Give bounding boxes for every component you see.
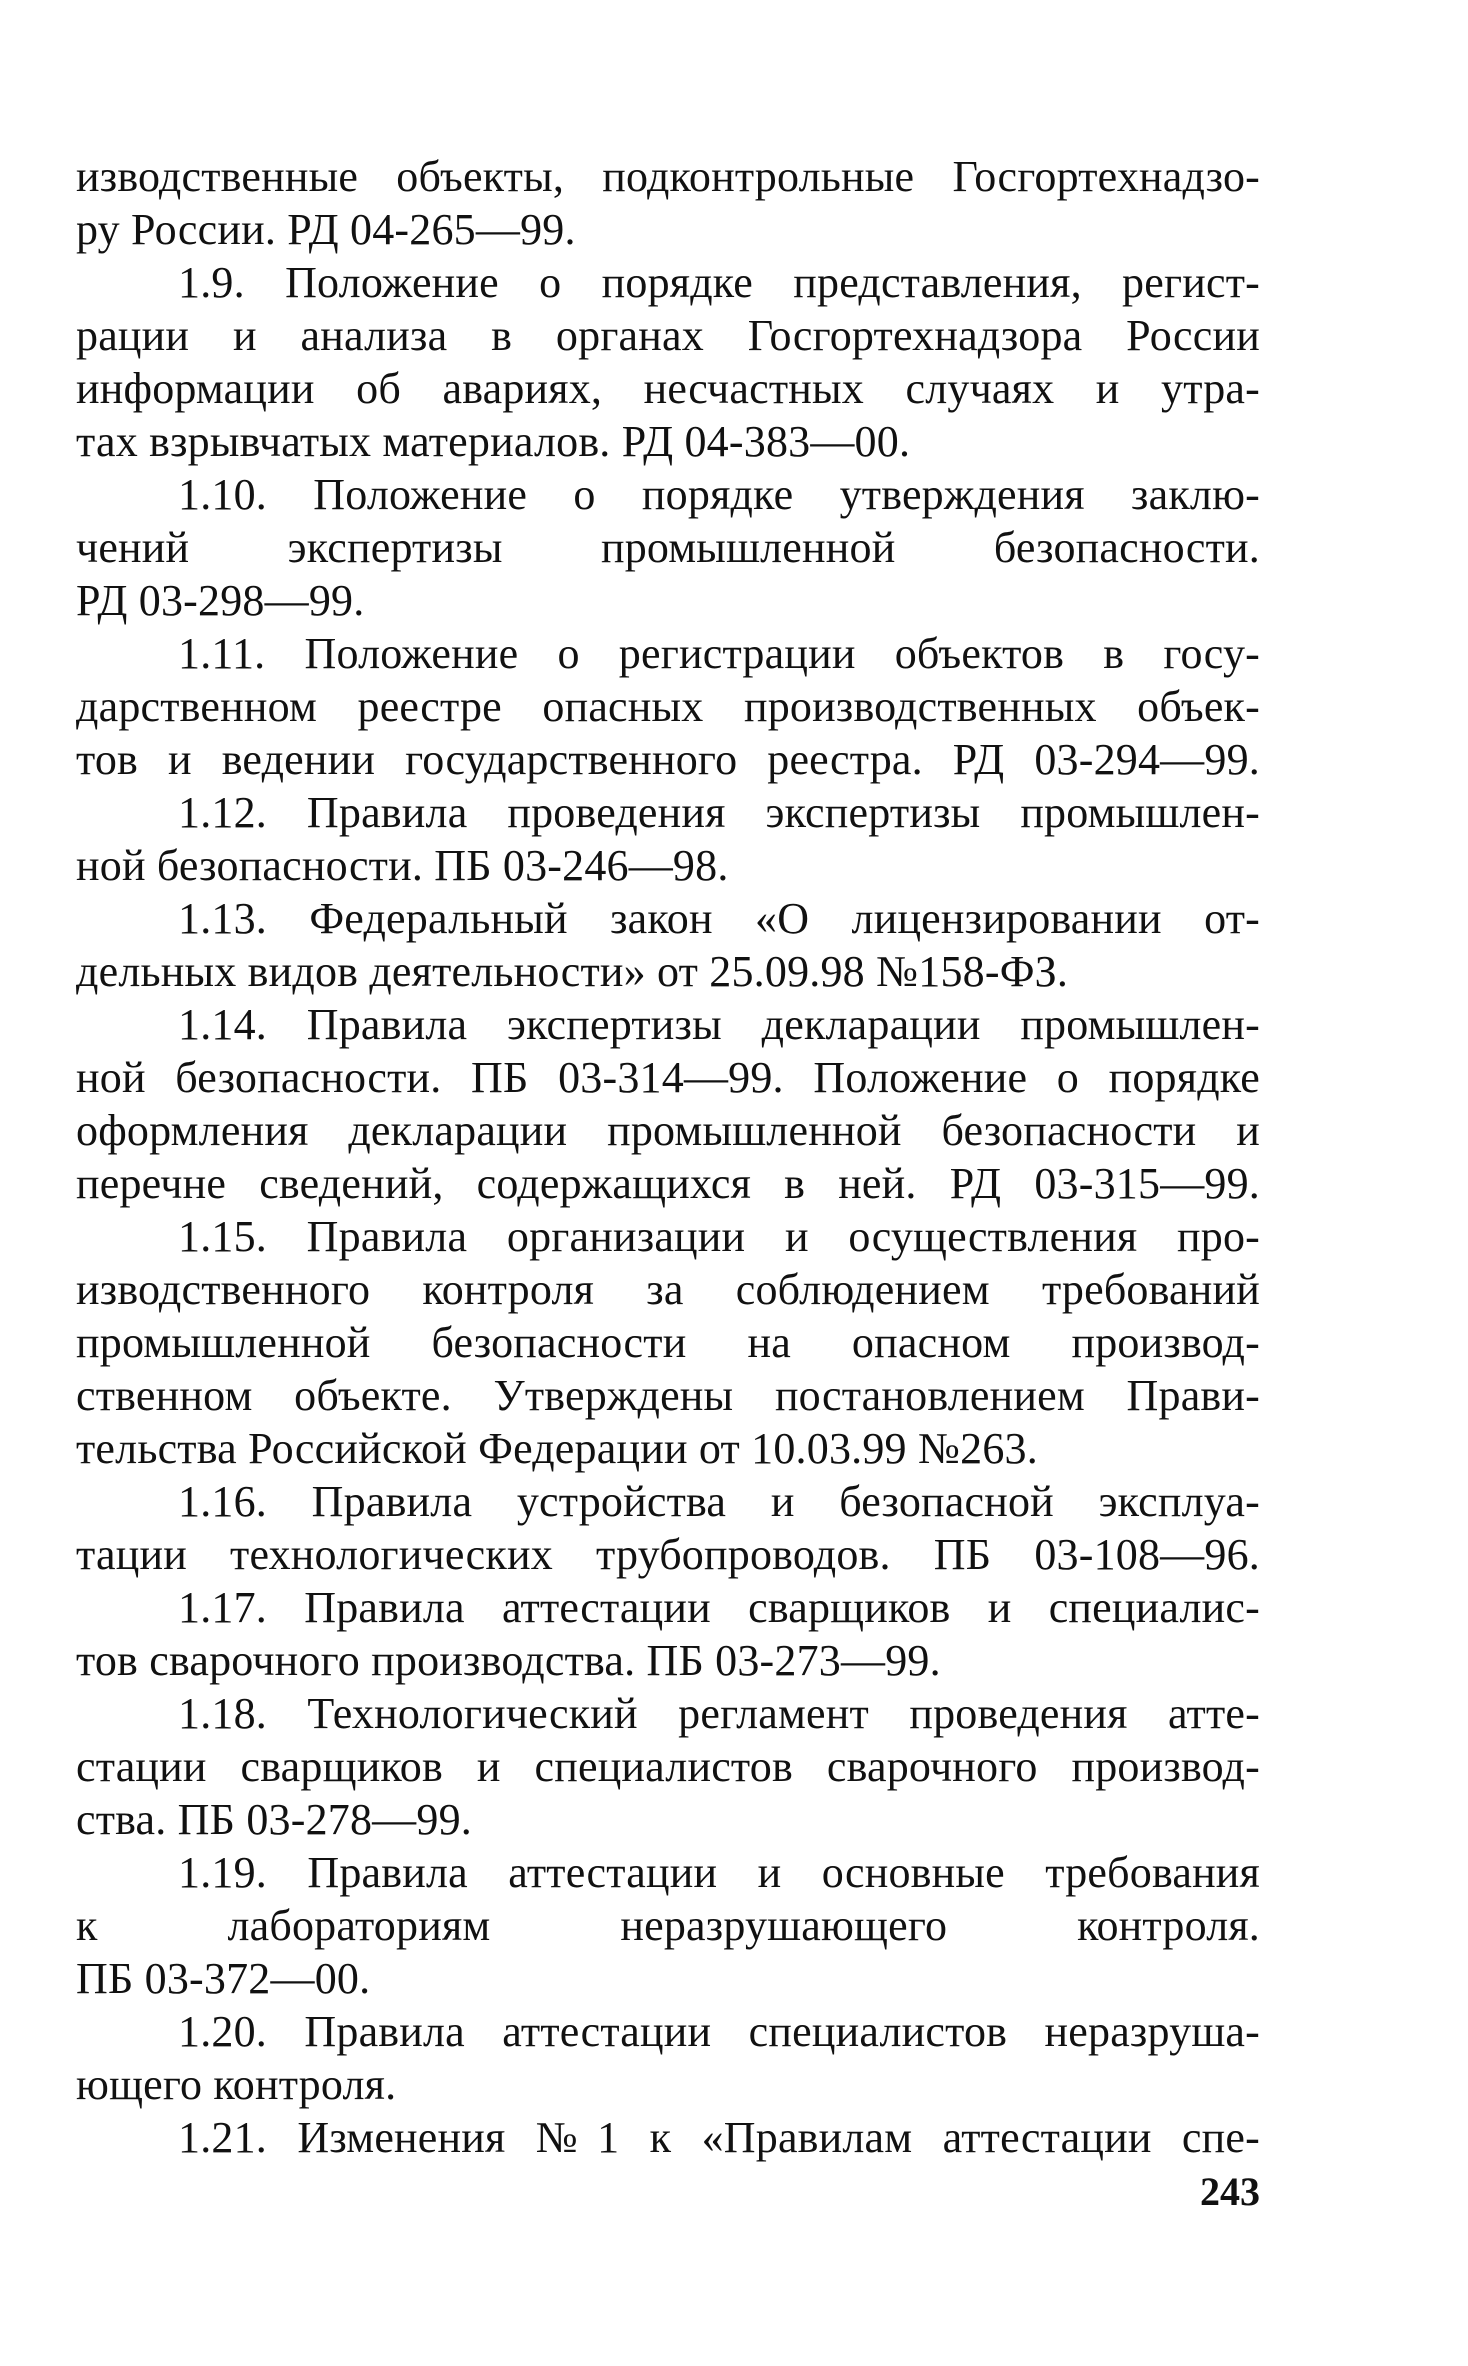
page-number: 243	[1200, 2169, 1260, 2214]
text-line: рации и анализа в органах Госгортехнадзора России	[76, 311, 1260, 360]
text-line: ной безопасности. ПБ 03-246—98.	[76, 841, 729, 890]
text-line: стации сварщиков и специалистов сварочного производ-	[76, 1742, 1260, 1791]
text-line: 1.11. Положение о регистрации объектов в госу-	[178, 629, 1260, 678]
text-line: 1.17. Правила аттестации сварщиков и специалис-	[178, 1583, 1260, 1632]
text-line: 1.16. Правила устройства и безопасной эксплуа-	[178, 1477, 1260, 1526]
text-line: 1.13. Федеральный закон «О лицензировании от-	[178, 894, 1260, 943]
text-line: тов и ведении государственного реестра. РД 03-294—99.	[76, 735, 1260, 784]
document-body	[76, 150, 1260, 2164]
text-line: ства. ПБ 03-278—99.	[76, 1795, 472, 1844]
text-line: к лабораториям неразрушающего контроля.	[76, 1901, 1260, 1950]
text-line: ственном объекте. Утверждены постановлением Прави-	[76, 1371, 1260, 1420]
text-line: тельства Российской Федерации от 10.03.99 №263.	[76, 1424, 1038, 1473]
text-line: чений экспертизы промышленной безопасности.	[76, 523, 1260, 572]
text-line: изводственного контроля за соблюдением требований	[76, 1265, 1260, 1314]
text-line: ру России. РД 04-265—99.	[76, 205, 576, 254]
text-line: ной безопасности. ПБ 03-314—99. Положение о порядке	[76, 1053, 1260, 1102]
text-line: 1.12. Правила проведения экспертизы промышлен-	[178, 788, 1260, 837]
text-line: изводственные объекты, подконтрольные Госгортехнадзо-	[76, 152, 1260, 201]
text-line: перечне сведений, содержащихся в ней. РД 03-315—99.	[76, 1159, 1260, 1208]
text-line: ющего контроля.	[76, 2060, 397, 2109]
text-line: ПБ 03-372—00.	[76, 1954, 371, 2003]
text-line: РД 03-298—99.	[76, 576, 365, 625]
text-line: 1.21. Изменения №1 к «Правилам аттестации спе-	[178, 2113, 1260, 2162]
text-line: 1.14. Правила экспертизы декларации промышлен-	[178, 1000, 1260, 1049]
text-line: промышленной безопасности на опасном производ-	[76, 1318, 1260, 1367]
text-line: 1.9. Положение о порядке представления, регист-	[178, 258, 1260, 307]
text-line: 1.19. Правила аттестации и основные требования	[178, 1848, 1260, 1897]
text-line: 1.15. Правила организации и осуществления про-	[178, 1212, 1260, 1261]
text-line: дарственном реестре опасных производственных объек-	[76, 682, 1260, 731]
text-line: информации об авариях, несчастных случаях и утра-	[76, 364, 1260, 413]
text-line: дельных видов деятельности» от 25.09.98 №158-ФЗ.	[76, 947, 1069, 996]
text-line: тов сварочного производства. ПБ 03-273—99.	[76, 1636, 941, 1685]
text-line: 1.10. Положение о порядке утверждения заклю-	[178, 470, 1260, 519]
text-line: 1.18. Технологический регламент проведения атте-	[178, 1689, 1260, 1738]
text-line: тах взрывчатых материалов. РД 04-383—00.	[76, 417, 911, 466]
text-line: оформления декларации промышленной безопасности и	[76, 1106, 1260, 1155]
text-line: 1.20. Правила аттестации специалистов неразруша-	[178, 2007, 1260, 2056]
text-line: тации технологических трубопроводов. ПБ 03-108—96.	[76, 1530, 1260, 1579]
